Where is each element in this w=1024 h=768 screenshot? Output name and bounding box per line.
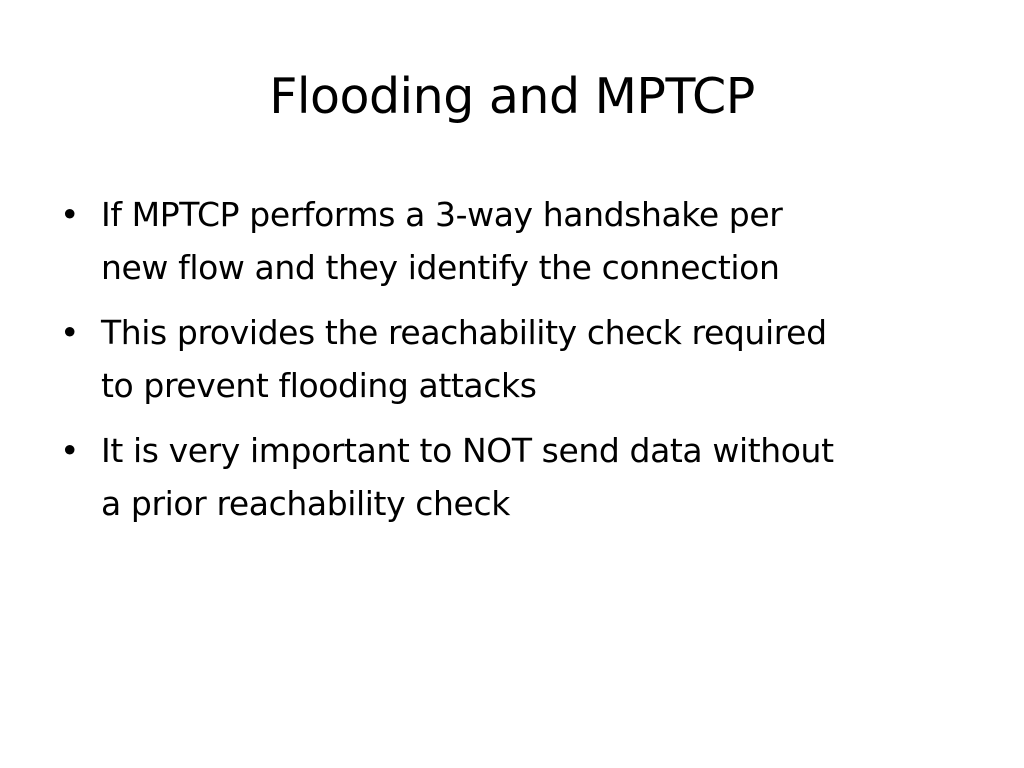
bullet-item — [60, 188, 960, 294]
bullet-text-line: to prevent flooding attacks — [101, 366, 537, 405]
bullet-text-line: new flow and they identify the connection — [101, 248, 780, 287]
bullet-list — [60, 188, 960, 542]
bullet-item — [60, 424, 960, 530]
bullet-dot-icon: • — [60, 195, 80, 234]
bullet-text-line: This provides the reachability check required — [101, 313, 827, 352]
slide-title: Flooding and MPTCP — [269, 68, 755, 125]
bullet-text-line: If MPTCP performs a 3-way handshake per — [101, 195, 783, 234]
bullet-text-line: a prior reachability check — [101, 484, 510, 523]
bullet-dot-icon: • — [60, 313, 80, 352]
bullet-text-line: It is very important to NOT send data without — [101, 431, 834, 470]
bullet-dot-icon: • — [60, 431, 80, 470]
bullet-item — [60, 306, 960, 412]
